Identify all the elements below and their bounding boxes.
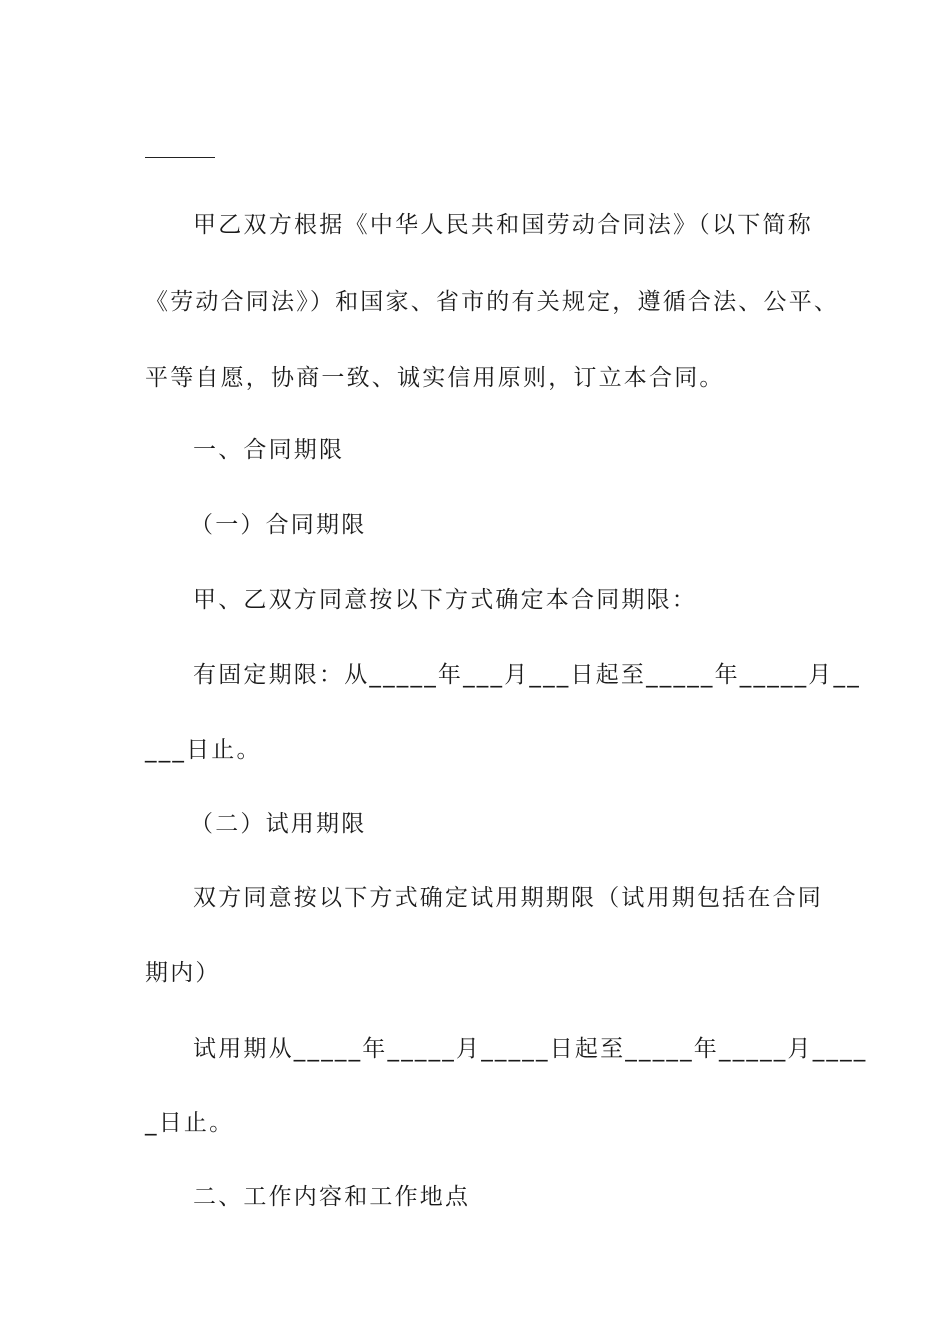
paragraph-line: 有固定期限：从_____年___月___日起至_____年_____月__	[193, 662, 861, 688]
paragraph-line: ___日止。	[145, 737, 262, 763]
paragraph-line: 《劳动合同法》）和国家、省市的有关规定，遵循合法、公平、	[145, 289, 840, 315]
subsection-heading: （一）合同期限	[190, 512, 367, 538]
paragraph-line: 甲乙双方根据《中华人民共和国劳动合同法》（以下简称	[193, 212, 813, 238]
paragraph-line: 平等自愿，协商一致、诚实信用原则，订立本合同。	[145, 365, 725, 391]
section-heading: 一、合同期限	[193, 437, 345, 463]
paragraph-line: 试用期从_____年_____月_____日起至_____年_____月____	[193, 1036, 868, 1062]
subsection-heading: （二）试用期限	[190, 811, 367, 837]
section-heading: 二、工作内容和工作地点	[193, 1184, 471, 1210]
paragraph-line: 期内）	[145, 960, 221, 986]
top-rule	[145, 157, 215, 158]
paragraph-line: 双方同意按以下方式确定试用期期限（试用期包括在合同	[193, 885, 823, 911]
paragraph-line: 甲、乙双方同意按以下方式确定本合同期限：	[193, 587, 697, 613]
paragraph-line: _日止。	[145, 1110, 235, 1136]
